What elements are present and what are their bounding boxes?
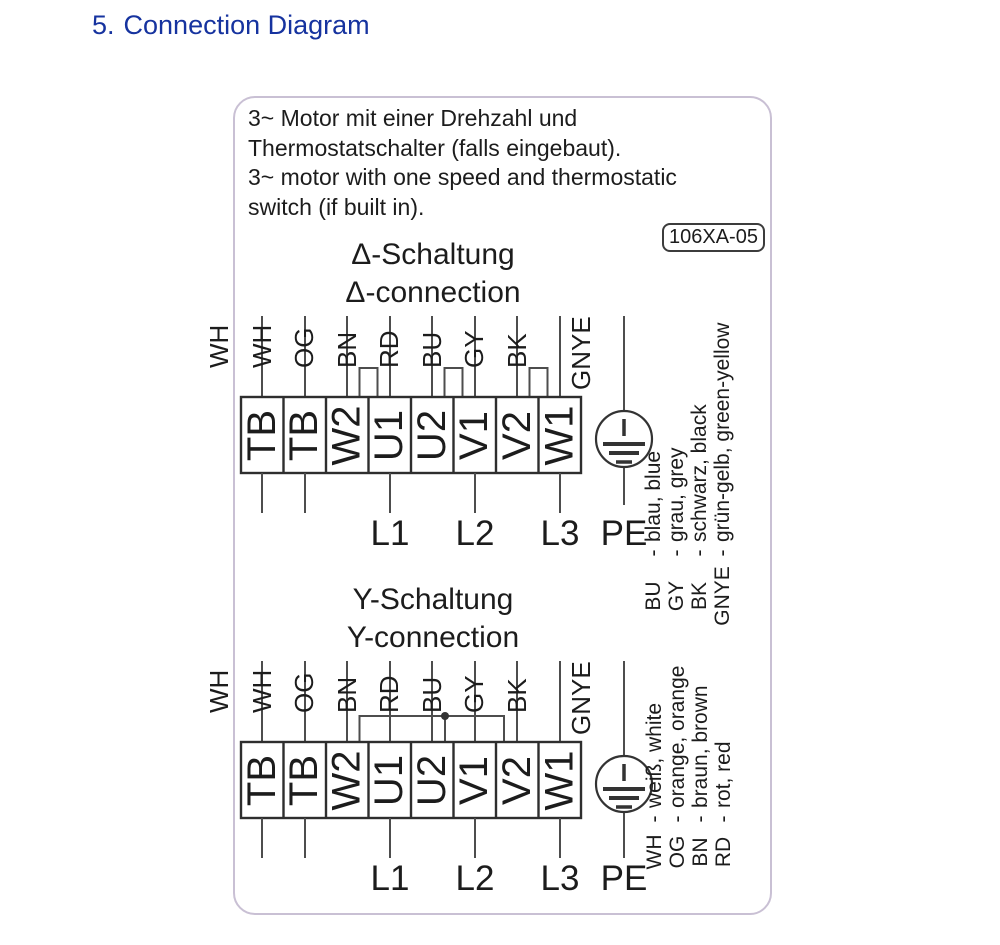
legend-dash: - — [642, 549, 665, 557]
terminal-cell — [284, 397, 327, 473]
part-number-badge: 106XA-05 — [662, 223, 765, 252]
legend-abbr: OG — [666, 835, 689, 869]
delta-wire-label-wh1: WH — [204, 324, 234, 368]
terminal-label: W2 — [324, 750, 369, 810]
terminal-cell — [411, 742, 454, 818]
terminal-label: U2 — [409, 409, 454, 461]
legend-dash: - — [666, 815, 689, 823]
y-wire-label-gy: GY — [459, 675, 489, 713]
terminal-cell — [326, 742, 369, 818]
terminal-cell — [369, 742, 412, 818]
legend-item-bn — [689, 685, 712, 878]
delta-phase-label-l3: L3 — [540, 514, 580, 553]
y-wire-label-og: OG — [289, 672, 319, 713]
legend-abbr: GY — [665, 580, 688, 612]
terminal-label: U1 — [367, 754, 412, 806]
y-wire-label-rd: RD — [374, 675, 404, 713]
page-title-number: 5. — [92, 10, 115, 40]
page-title-text: Connection Diagram — [123, 10, 370, 40]
terminal-cell — [284, 742, 327, 818]
terminal-label: TB — [282, 409, 327, 461]
legend-abbr: WH — [643, 834, 666, 870]
legend-item-bu — [642, 451, 665, 632]
legend-abbr: GNYE — [711, 566, 734, 626]
y-phase-label-l1: L1 — [370, 859, 410, 898]
legend-item-og — [666, 666, 689, 878]
legend-item-gnye — [711, 323, 734, 632]
terminal-cell — [454, 397, 497, 473]
y-wire-label-wh2: WH — [247, 669, 277, 713]
legend-abbr: RD — [712, 836, 735, 868]
delta-heading-en: Δ-connection — [345, 276, 521, 309]
legend-dash: - — [665, 549, 688, 557]
terminal-label: U2 — [409, 754, 454, 806]
y-wire-label-wh1: WH — [204, 669, 234, 713]
delta-heading-de: Δ-Schaltung — [351, 238, 515, 271]
legend-abbr: BK — [688, 582, 711, 611]
y-heading-de: Y-Schaltung — [352, 583, 514, 616]
delta-pe-label: PE — [600, 514, 648, 553]
legend-dash: - — [689, 815, 712, 823]
legend-abbr: BU — [642, 581, 665, 611]
legend-dash: - — [712, 815, 735, 823]
delta-phase-label-l1: L1 — [370, 514, 410, 553]
y-pe-label: PE — [600, 859, 648, 898]
terminal-label: W2 — [324, 405, 369, 465]
legend-name: grau, grey — [665, 447, 688, 542]
legend-name: weiß, white — [643, 702, 666, 808]
legend-dash: - — [688, 549, 711, 557]
intro-line-2: Thermostatschalter (falls eingebaut). — [248, 134, 622, 161]
legend-name: rot, red — [712, 741, 735, 808]
terminal-cell — [411, 397, 454, 473]
legend-name: braun, brown — [689, 685, 712, 808]
terminal-label: V1 — [452, 410, 497, 460]
legend-name: grün-gelb, green-yellow — [711, 322, 734, 542]
delta-wire-label-rd: RD — [374, 330, 404, 368]
y-wire-label-gnye: GNYE — [566, 661, 596, 735]
legend-dash: - — [711, 549, 734, 557]
intro-line-3: 3~ motor with one speed and thermostatic — [248, 164, 677, 190]
delta-wire-label-bk: BK — [502, 333, 532, 368]
legend-name: schwarz, black — [688, 404, 711, 542]
intro-line-1: 3~ Motor mit einer Drehzahl und — [248, 105, 578, 131]
delta-terminal-labels — [241, 397, 581, 473]
legend-name: blau, blue — [642, 450, 665, 542]
terminal-cell — [496, 397, 539, 473]
legend-item-rd — [712, 741, 735, 878]
terminal-cell — [241, 397, 284, 473]
legend-name: orange, orange — [666, 665, 689, 808]
terminal-label: V2 — [494, 755, 539, 805]
terminal-label: W1 — [537, 750, 582, 810]
terminal-cell — [496, 742, 539, 818]
legend-dash: - — [643, 815, 666, 823]
delta-phase-label-l2: L2 — [455, 514, 495, 553]
y-wire-label-bn: BN — [332, 676, 362, 713]
y-phase-label-l2: L2 — [455, 859, 495, 898]
terminal-label: V1 — [452, 755, 497, 805]
y-wire-label-bk: BK — [502, 678, 532, 713]
delta-wire-label-wh2: WH — [247, 324, 277, 368]
terminal-label: V2 — [494, 410, 539, 460]
terminal-cell — [241, 742, 284, 818]
legend-item-gy — [665, 447, 688, 632]
terminal-cell — [326, 397, 369, 473]
intro-line-4: switch (if built in). — [248, 193, 425, 220]
terminal-label: W1 — [537, 405, 582, 465]
legend-item-bk — [688, 404, 711, 632]
terminal-cell — [539, 397, 582, 473]
page-title — [92, 10, 370, 41]
terminal-label: TB — [239, 754, 284, 806]
terminal-label: TB — [282, 754, 327, 806]
terminal-label: U1 — [367, 409, 412, 461]
y-heading-en: Y-connection — [346, 621, 520, 654]
legend-item-wh — [643, 703, 666, 878]
delta-bridges — [360, 368, 548, 397]
terminal-cell — [369, 397, 412, 473]
y-phase-label-l3: L3 — [540, 859, 580, 898]
delta-wire-label-bn: BN — [332, 331, 362, 368]
terminal-label: TB — [239, 409, 284, 461]
delta-wire-label-bu: BU — [417, 331, 447, 368]
delta-wire-label-og: OG — [289, 327, 319, 368]
legend-abbr: BN — [689, 837, 712, 867]
y-wire-label-bu: BU — [417, 676, 447, 713]
terminal-cell — [454, 742, 497, 818]
terminal-cell — [539, 742, 582, 818]
delta-wire-label-gy: GY — [459, 330, 489, 368]
delta-wire-label-gnye: GNYE — [566, 316, 596, 390]
y-terminal-labels — [241, 742, 581, 818]
